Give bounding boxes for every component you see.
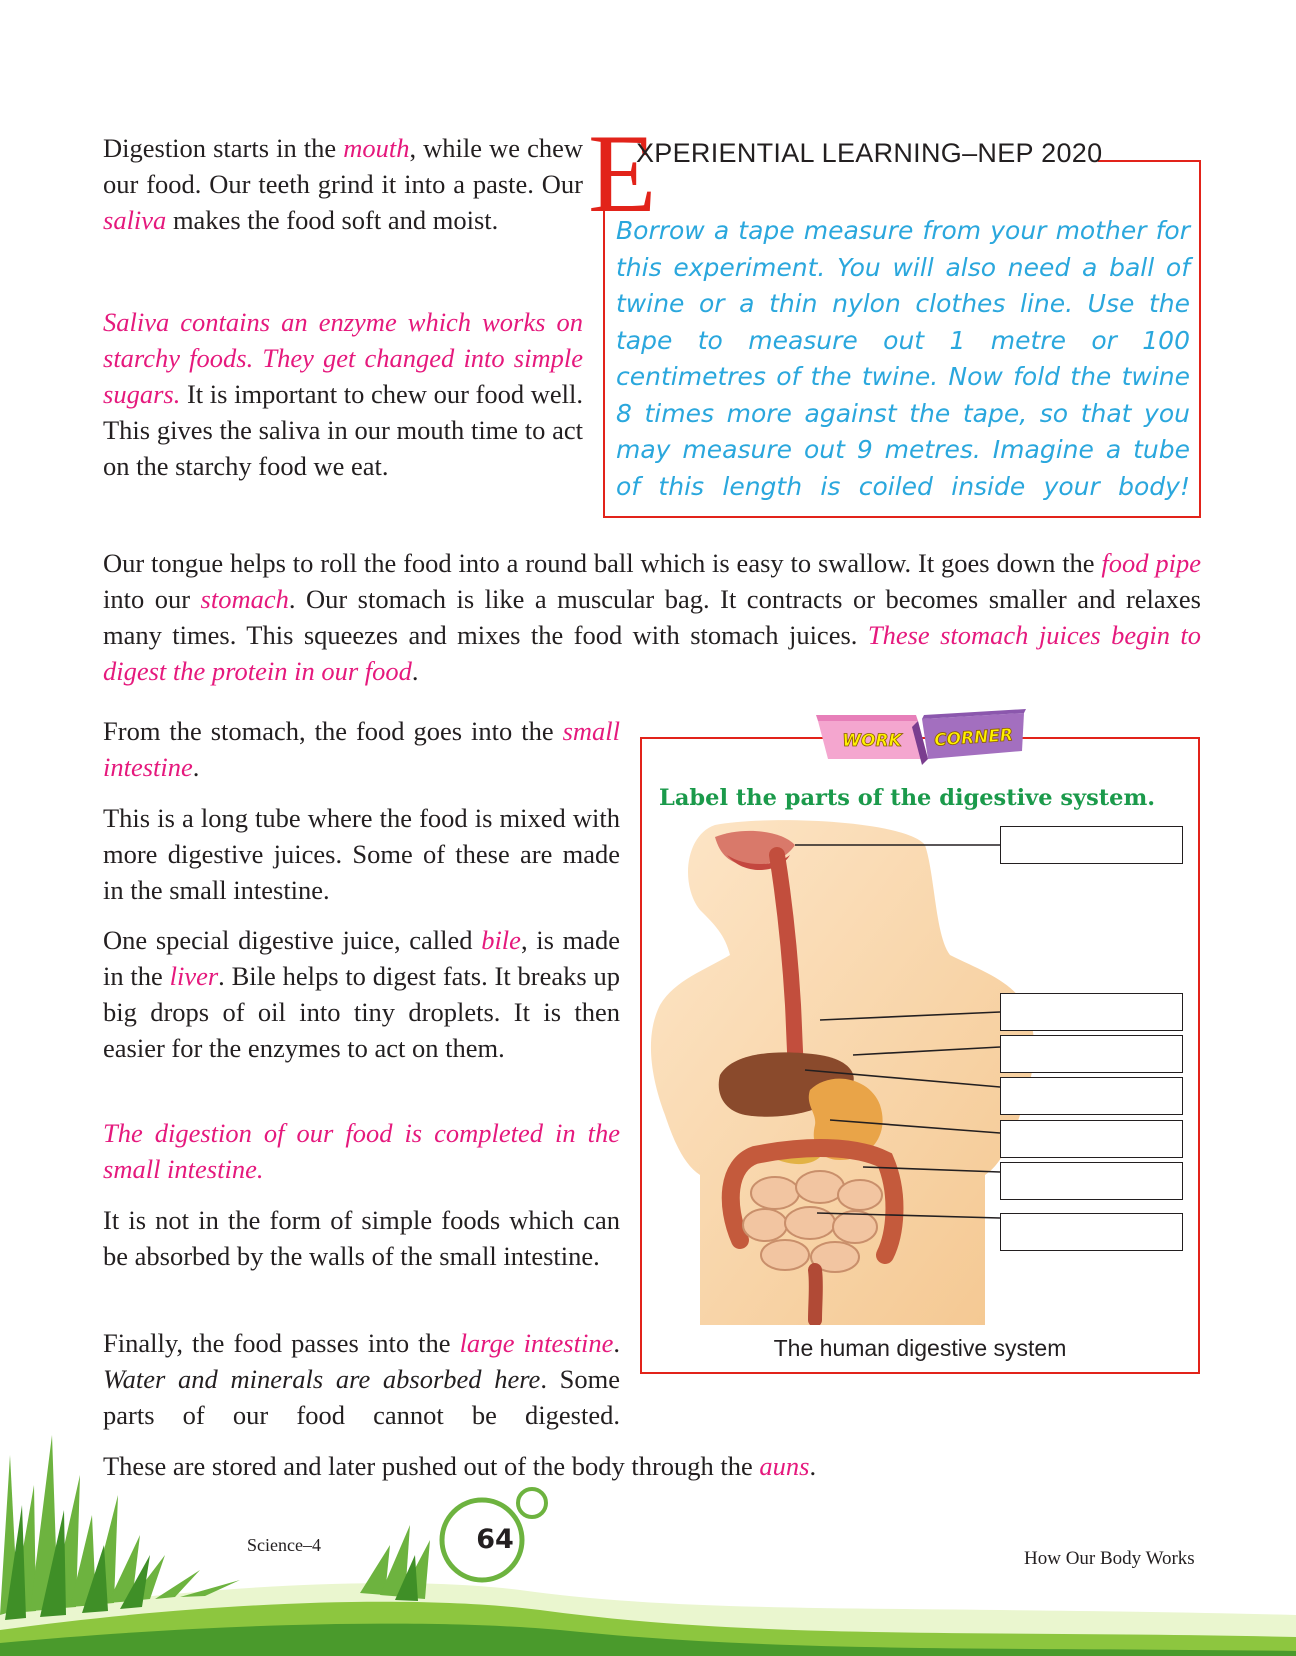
paragraph-small-intestine: From the stomach, the food goes into the small intestine. bbox=[103, 716, 620, 782]
work-banner-word-work: WORK bbox=[842, 731, 902, 751]
highlight-saliva-enzyme: Saliva contains an enzyme which works on starchy foods. They get changed into simple sugars. bbox=[103, 307, 583, 409]
label-box-5[interactable] bbox=[1000, 1120, 1183, 1158]
paragraph-digestion-completed: The digestion of our food is completed in the small intestine. bbox=[103, 1118, 620, 1184]
term-large-intestine: large intestine bbox=[459, 1328, 614, 1358]
experiential-title: XPERIENTIAL LEARNING–NEP 2020 bbox=[636, 138, 1103, 168]
work-banner-word-corner: CORNER bbox=[933, 725, 1014, 751]
highlight-stomach-juices: These stomach juices begin to digest the protein in our food bbox=[103, 620, 1201, 686]
paragraph-simple-foods: It is not in the form of simple foods which can be absorbed by the walls of the small intestine. bbox=[103, 1205, 620, 1271]
experiential-drop-cap: E bbox=[588, 112, 657, 236]
term-auns: auns bbox=[759, 1451, 810, 1481]
label-box-6[interactable] bbox=[1000, 1162, 1183, 1200]
paragraph-bile: One special digestive juice, called bile, is made in the liver. Bile helps to digest fats. It breaks up big drops of oil into tiny droplets. It is then easier for the enzymes to act on them. bbox=[103, 925, 620, 1063]
term-food-pipe: food pipe bbox=[1101, 548, 1201, 578]
term-mouth: mouth bbox=[343, 133, 410, 163]
term-bile: bile bbox=[481, 925, 521, 955]
experiential-text: Borrow a tape measure from your mother for this experiment. You will also need a ball of twine or a thin nylon clothes line. Use the tape to measure out 1 metre or 100 centimetres of the twine. Now fold the twine 8 times more against the tape, so that you may measure out 9 metres. Imagine a tube of this length is coiled inside your body! bbox=[616, 216, 1190, 501]
footer-chapter-title: How Our Body Works bbox=[1024, 1548, 1195, 1569]
paragraph-long-tube: This is a long tube where the food is mixed with more digestive juices. Some of these are made in the small intestine. bbox=[103, 803, 620, 905]
term-liver: liver bbox=[169, 961, 219, 991]
work-corner-banner bbox=[812, 707, 1032, 765]
label-box-2[interactable] bbox=[1000, 993, 1183, 1031]
term-stomach: stomach bbox=[200, 584, 289, 614]
label-box-4[interactable] bbox=[1000, 1077, 1183, 1115]
paragraph-tongue-stomach: Our tongue helps to roll the food into a round ball which is easy to swallow. It goes down the food pipe into our stomach. Our stomach is like a muscular bag. It contracts or becomes smaller and relaxes many times. This squeezes and mixes the food with stomach juices. These stomach juices begin to digest the protein in our food. bbox=[103, 548, 1201, 686]
rectum bbox=[815, 1270, 816, 1320]
term-saliva: saliva bbox=[103, 205, 167, 235]
paragraph-digestion-mouth: Digestion starts in the mouth, while we chew our food. Our teeth grind it into a paste. Our saliva makes the food soft and moist. bbox=[103, 133, 583, 235]
label-box-3[interactable] bbox=[1000, 1035, 1183, 1073]
label-box-7[interactable] bbox=[1000, 1213, 1183, 1251]
experiential-box-top-rule bbox=[1098, 160, 1201, 162]
highlight-water-minerals: Water and minerals are absorbed here bbox=[103, 1364, 541, 1394]
paragraph-large-intestine: Finally, the food passes into the large intestine. Water and minerals are absorbed here. Some parts of our food cannot be digested. bbox=[103, 1328, 620, 1430]
label-box-1[interactable] bbox=[1000, 826, 1183, 864]
paragraph-saliva-enzyme: Saliva contains an enzyme which works on starchy foods. They get changed into simple sugars. It is important to chew our food well. This gives the saliva in our mouth time to act on the starchy food we eat. bbox=[103, 307, 583, 481]
term-small-intestine: small intestine bbox=[103, 716, 620, 782]
work-instruction: Label the parts of the digestive system. bbox=[659, 785, 1156, 811]
paragraph-auns: These are stored and later pushed out of the body through the auns. bbox=[103, 1451, 817, 1481]
grass-decoration bbox=[0, 1415, 1296, 1656]
diagram-caption: The human digestive system bbox=[773, 1335, 1067, 1361]
page-number: 64 bbox=[476, 1524, 514, 1555]
footer-book-title: Science–4 bbox=[247, 1535, 321, 1555]
